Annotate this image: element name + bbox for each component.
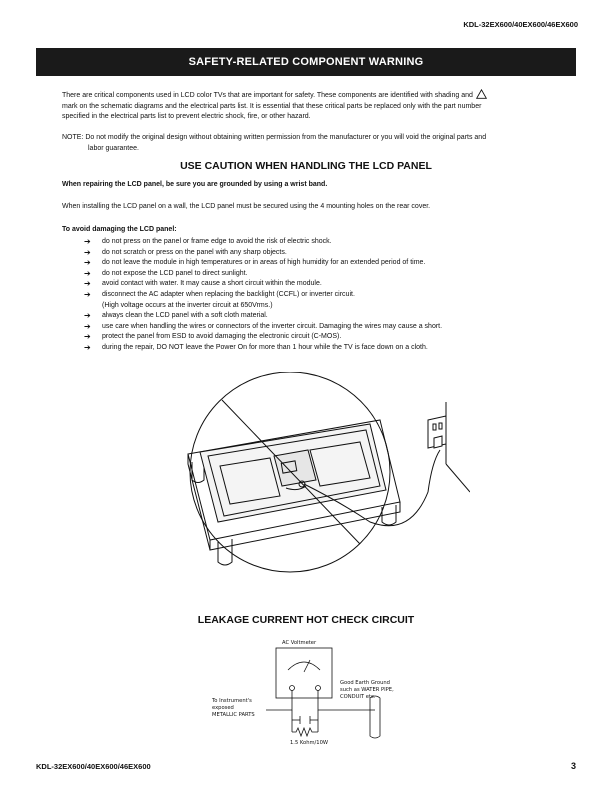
ground-label-1: Good Earth Ground [340,680,390,686]
wall-outlet-icon [428,402,470,492]
arrow-icon: ➔ [84,279,91,289]
arrow-icon: ➔ [84,258,91,268]
arrow-icon: ➔ [84,321,91,331]
list-item: ➔ always clean the LCD panel with a soft cloth material. [84,311,268,321]
wall-mount-instruction: When installing the LCD panel on a wall, the LCD panel must be secured using the 4 mounting holes on the rear cover. [62,203,431,210]
list-item: ➔ during the repair, DO NOT leave the Power On for more than 1 hour while the TV is face down on a cloth. [84,342,428,352]
arrow-icon: ➔ [84,237,91,246]
warning-triangle-icon [476,89,487,99]
intro-line-3: specified in the electrical parts list to prevent electric shock, fire, or other hazard. [62,113,311,121]
meter-terminal-right [316,686,321,691]
leakage-circuit-diagram [210,636,420,746]
ground-label-3: CONDUIT etc. [340,694,376,700]
note-line-1: NOTE: Do not modify the original design without obtaining written permission from the manufacturer or you will void the original parts and [62,134,487,141]
instrument-label-2: exposed [212,705,234,711]
list-item: ➔ protect the panel from ESD to avoid damaging the electronic circuit (C-MOS). [84,332,342,342]
tv-rear-drawing [188,372,440,572]
meter-dial-icon [288,662,320,670]
intro-line-2: mark on the schematic diagrams and the electrical parts list. It is essential that these critical parts be replaced only with the part number [62,102,482,110]
page-number: 3 [570,761,576,771]
arrow-icon: ➔ [84,268,91,278]
list-item: ➔ do not expose the LCD panel to direct sunlight. [84,268,248,278]
list-item: ➔ do not press on the panel or frame edge to avoid the risk of electric shock. [84,237,332,246]
instrument-label-1: To Instrument's [212,698,252,704]
list-item: ➔ avoid contact with water. It may cause a short circuit within the module. [84,279,322,289]
meter-terminal-left [290,686,295,691]
leakage-heading: LEAKAGE CURRENT HOT CHECK CIRCUIT [197,614,415,626]
footer-model-number: KDL-32EX600/40EX600/46EX600 [36,762,151,771]
lcd-caution-heading: USE CAUTION WHEN HANDLING THE LCD PANEL [180,160,432,172]
arrow-icon: ➔ [84,311,91,321]
note-line-2: labor guarantee. [88,144,139,152]
resistor-label: 1.5 Kohm/10W [290,740,329,746]
arrow-icon: ➔ [84,332,91,342]
list-item: ➔ do not leave the module in high temperatures or in areas of high humidity for an extended period of time. [84,258,426,268]
ac-voltmeter-box [276,648,332,698]
avoid-damage-list [84,237,554,354]
wrist-band-instruction: When repairing the LCD panel, be sure you are grounded by using a wrist band. [62,181,328,188]
safety-warning-banner [36,48,576,76]
list-item-subnote: (High voltage occurs at the inverter circuit at 650Vrms.) [102,301,273,309]
ground-pipe-icon [370,696,380,738]
intro-paragraph [62,89,562,123]
banner-title: SAFETY-RELATED COMPONENT WARNING [188,56,424,68]
header-model-number: KDL-32EX600/40EX600/46EX600 [463,20,578,29]
instrument-label-3: METALLIC PARTS [212,712,255,718]
list-item: ➔ disconnect the AC adapter when replacing the backlight (CCFL) or inverter circuit. (High voltage occurs at the inverter circuit at 650Vrms.) [84,290,554,311]
voltmeter-label: AC Voltmeter [282,640,317,646]
lcd-handling-illustration [170,372,470,582]
note-paragraph [62,133,562,154]
resistor-zigzag [292,728,318,736]
intro-line-1: There are critical components used in LCD color TVs that are important for safety. These components are identified with shading and [62,89,562,102]
list-item: ➔ use care when handling the wires or connectors of the inverter circuit. Damaging the wires may cause a short. [84,321,443,331]
arrow-icon: ➔ [84,247,91,257]
arrow-icon: ➔ [84,342,91,352]
list-item: ➔ do not scratch or press on the panel with any sharp objects. [84,247,287,257]
avoid-damage-heading: To avoid damaging the LCD panel: [62,226,177,233]
ground-label-2: such as WATER PIPE, [340,687,394,693]
arrow-icon: ➔ [84,289,91,299]
